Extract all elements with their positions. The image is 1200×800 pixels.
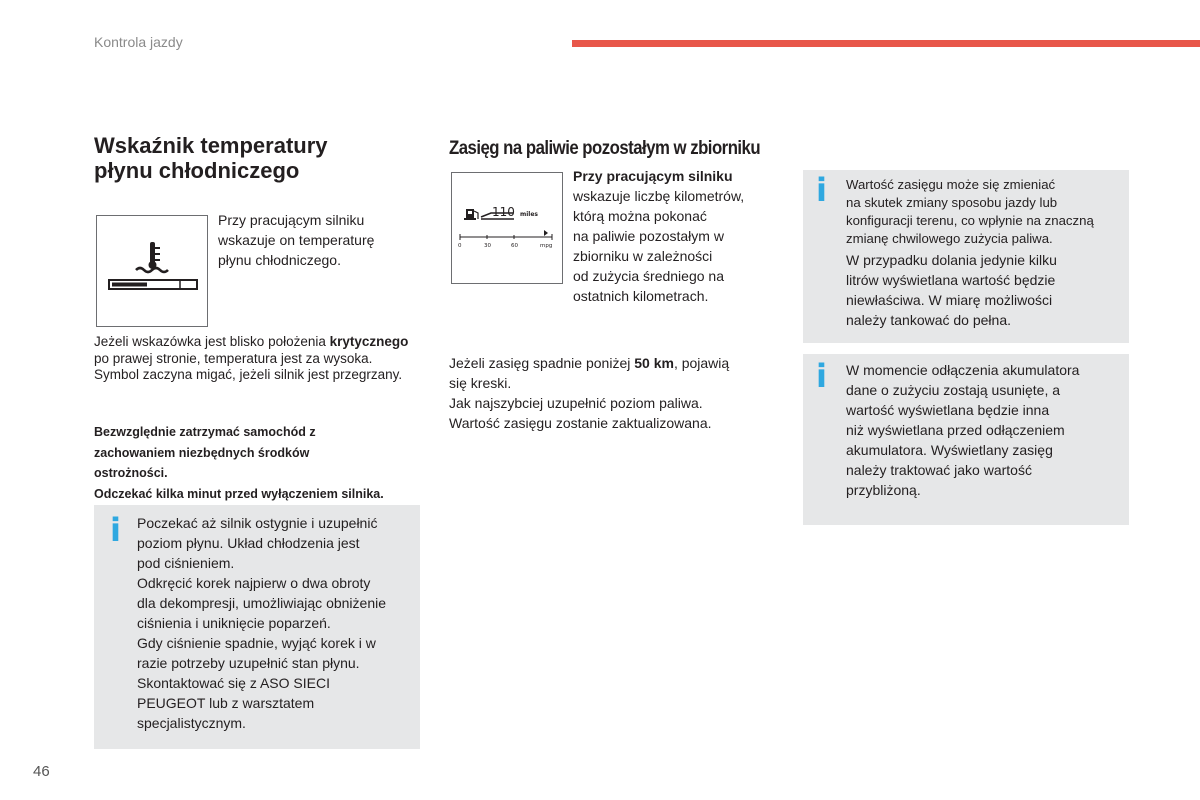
- warning-text-part: po prawej stronie, temperatura jest za wysoka.: [94, 350, 373, 366]
- coolant-info-text: [137, 513, 419, 733]
- stop-vehicle-instructions: [94, 422, 424, 504]
- info-line: pod ciśnieniem.: [137, 555, 235, 571]
- info-line: poziom płynu. Układ chłodzenia jest: [137, 535, 360, 551]
- info-line: W momencie odłączenia akumulatora: [846, 362, 1080, 378]
- info-line: dane o zużyciu zostają usunięte, a: [846, 382, 1061, 398]
- info-icon: i: [816, 357, 827, 395]
- coolant-intro-text: [218, 210, 418, 270]
- bold-line: zachowaniem niezbędnych środków: [94, 445, 310, 460]
- warning-text-bold: krytycznego: [329, 334, 409, 349]
- info-line: przybliżoną.: [846, 482, 921, 498]
- info-line: należy tankować do pełna.: [846, 312, 1011, 328]
- info-icon: i: [816, 171, 827, 209]
- body-line: się kreski.: [449, 375, 512, 391]
- body-text-bold: 50 km: [634, 355, 674, 371]
- heading-line-2: płynu chłodniczego: [94, 158, 300, 183]
- intro-line: płynu chłodniczego.: [218, 252, 341, 268]
- range-value: 110: [492, 205, 515, 219]
- info-line: zmianę chwilowego zużycia paliwa.: [846, 231, 1053, 246]
- warning-text-part: Symbol zaczyna migać, jeżeli silnik jest przegrzany.: [94, 367, 403, 382]
- info-line: Gdy ciśnienie spadnie, wyjąć korek i w: [137, 635, 376, 651]
- section-title: Kontrola jazdy: [94, 34, 183, 50]
- fuel-range-intro: [573, 166, 773, 306]
- range-variation-note: [846, 176, 1128, 248]
- intro-line: wskazuje liczbę kilometrów,: [573, 188, 745, 204]
- coolant-temperature-gauge-icon: [97, 216, 207, 326]
- info-line: Poczekać aż silnik ostygnie i uzupełnić: [137, 515, 378, 531]
- intro-line: którą można pokonać: [573, 208, 707, 224]
- intro-line: na paliwie pozostałym w: [573, 228, 724, 244]
- scale-label: mpg: [540, 243, 553, 249]
- info-line: razie potrzeby uzupełnić stan płynu.: [137, 655, 360, 671]
- bold-line: Bezwzględnie zatrzymać samochód z: [94, 425, 316, 439]
- info-line: niewłaściwa. W miarę możliwości: [846, 292, 1053, 308]
- scale-label: 30: [484, 243, 491, 249]
- fuel-range-display-icon: [452, 173, 562, 283]
- info-line: ciśnienia i uniknięcie poparzeń.: [137, 615, 331, 631]
- info-icon: i: [110, 511, 121, 549]
- coolant-temperature-figure: [96, 215, 208, 327]
- range-unit: miles: [520, 211, 539, 218]
- coolant-warning-text: [94, 334, 414, 384]
- fuel-range-figure: [451, 172, 563, 284]
- fuel-range-heading: Zasięg na paliwie pozostałym w zbiorniku: [449, 137, 761, 159]
- intro-line: wskazuje on temperaturę: [218, 232, 375, 248]
- refuel-note: [846, 250, 1128, 330]
- header-accent-bar: [572, 40, 1200, 47]
- page-number: 46: [33, 763, 50, 780]
- bold-line: ostrożności.: [94, 466, 168, 480]
- body-text-part: Jeżeli zasięg spadnie poniżej: [449, 355, 635, 371]
- coolant-temperature-heading: [94, 133, 414, 183]
- intro-line: zbiorniku w zależności: [573, 248, 713, 264]
- body-line: Jak najszybciej uzupełnić poziom paliwa.: [449, 395, 703, 411]
- info-line: PEUGEOT lub z warsztatem: [137, 695, 315, 711]
- info-line: W przypadku dolania jedynie kilku: [846, 252, 1057, 268]
- info-line: Skontaktować się z ASO SIECI: [137, 675, 330, 691]
- info-line: wartość wyświetlana będzie inna: [846, 402, 1050, 418]
- info-line: dla dekompresji, umożliwiając obniżenie: [137, 595, 387, 611]
- info-line: litrów wyświetlana wartość będzie: [846, 272, 1056, 288]
- info-line: Wartość zasięgu może się zmieniać: [846, 177, 1056, 192]
- intro-bold: Przy pracującym silniku: [573, 168, 733, 184]
- scale-label: 60: [511, 243, 518, 249]
- info-line: niż wyświetlana przed odłączeniem: [846, 422, 1065, 438]
- intro-line: Przy pracującym silniku: [218, 212, 365, 228]
- heading-line-1: Wskaźnik temperatury: [94, 133, 328, 158]
- intro-line: ostatnich kilometrach.: [573, 288, 709, 304]
- warning-text-part: Jeżeli wskazówka jest blisko położenia: [94, 334, 330, 349]
- info-line: na skutek zmiany sposobu jazdy lub: [846, 195, 1058, 210]
- fuel-range-body: [449, 353, 779, 433]
- info-line: należy traktować jako wartość: [846, 462, 1032, 478]
- scale-label: 0: [458, 243, 462, 249]
- bold-line: Odczekać kilka minut przed wyłączeniem silnika.: [94, 486, 384, 501]
- info-line: specjalistycznym.: [137, 715, 246, 731]
- info-line: Odkręcić korek najpierw o dwa obroty: [137, 575, 371, 591]
- intro-line: od zużycia średniego na: [573, 268, 724, 284]
- fuel-pump-icon: [464, 209, 478, 220]
- body-text-part: , pojawią: [673, 355, 730, 371]
- info-line: akumulatora. Wyświetlany zasięg: [846, 442, 1053, 458]
- body-line: Wartość zasięgu zostanie zaktualizowana.: [449, 415, 712, 431]
- battery-disconnect-note: [846, 360, 1126, 500]
- info-line: konfiguracji terenu, co wpłynie na znaczną: [846, 213, 1094, 228]
